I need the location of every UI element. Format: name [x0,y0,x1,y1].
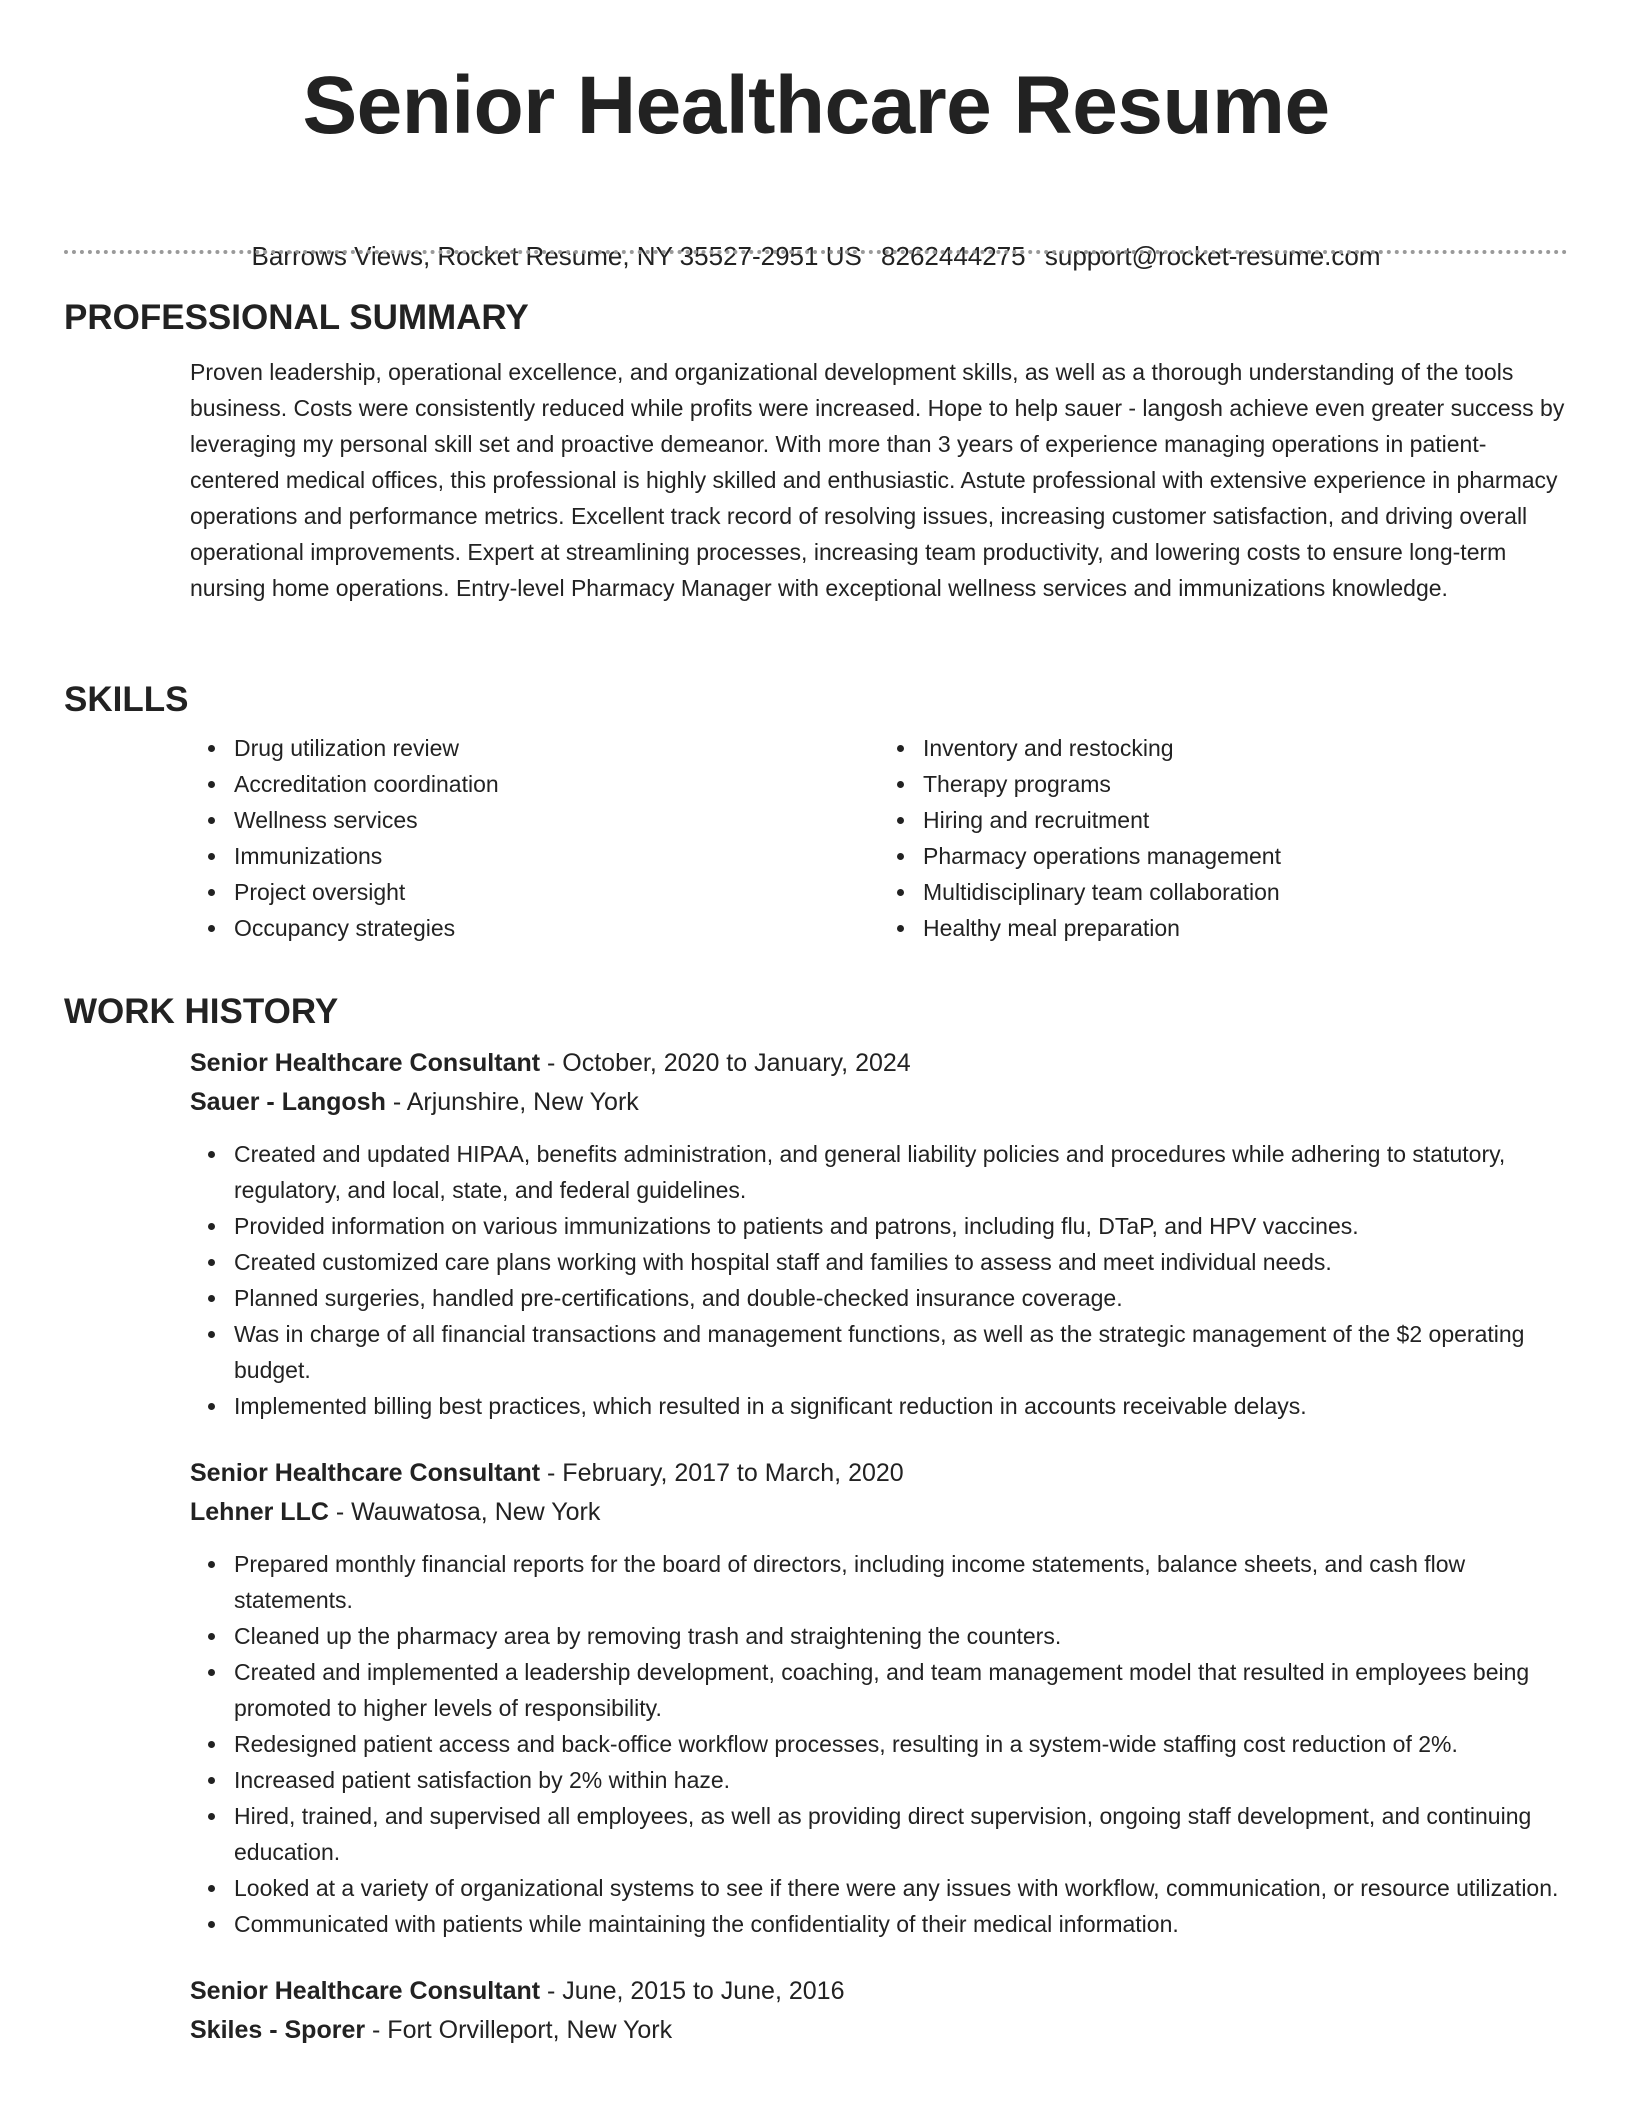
job-company: Sauer - Langosh [190,1088,386,1116]
skill-item: Therapy programs [923,766,1568,802]
job-company-line [190,1493,1568,1532]
skills-list-right [879,730,1568,946]
job-company: Skiles - Sporer [190,2016,366,2044]
duty-item: Implemented billing best practices, which resulted in a significant reduction in accounts receivable delays. [234,1388,1568,1424]
job-title-line [190,1454,1568,1493]
job-entry [190,1454,1568,1942]
job-duties [190,1546,1568,1942]
duty-item: Redesigned patient access and back-office workflow processes, resulting in a system-wide staffing cost reduction of 2%. [234,1726,1568,1762]
skill-item: Project oversight [234,874,879,910]
skill-item: Multidisciplinary team collaboration [923,874,1568,910]
duty-item: Planned surgeries, handled pre-certifications, and double-checked insurance coverage. [234,1280,1568,1316]
job-role: Senior Healthcare Consultant [190,1049,541,1077]
job-dates: - February, 2017 to March, 2020 [540,1459,904,1487]
job-dates: - June, 2015 to June, 2016 [540,1977,845,2005]
duty-item: Looked at a variety of organizational systems to see if there were any issues with workflow, communication, or resource utilization. [234,1870,1568,1906]
contact-email: support@rocket-resume.com [1044,241,1381,271]
duty-item: Prepared monthly financial reports for the board of directors, including income statements, balance sheets, and cash flow statements. [234,1546,1568,1618]
skill-item: Hiring and recruitment [923,802,1568,838]
skills-list-left [190,730,879,946]
skill-item: Accreditation coordination [234,766,879,802]
duty-item: Created and updated HIPAA, benefits administration, and general liability policies and procedures while adhering to statutory, regulatory, and local, state, and federal guidelines. [234,1136,1568,1208]
skills-section [64,678,1568,946]
skills-grid [190,730,1568,946]
duty-item: Cleaned up the pharmacy area by removing trash and straightening the counters. [234,1618,1568,1654]
skills-heading: SKILLS [64,680,189,719]
duty-item: Hired, trained, and supervised all employees, as well as providing direct supervision, ongoing staff development, and continuing education. [234,1798,1568,1870]
work-history-heading: WORK HISTORY [64,992,339,1031]
job-company-line [190,1083,1568,1122]
skill-item: Occupancy strategies [234,910,879,946]
header-divider [64,250,1568,254]
job-entry [190,1972,1568,2050]
skill-item: Pharmacy operations management [923,838,1568,874]
skill-item: Inventory and restocking [923,730,1568,766]
job-company: Lehner LLC [190,1498,329,1526]
skill-item: Healthy meal preparation [923,910,1568,946]
job-title-line [190,1044,1568,1083]
skill-item: Drug utilization review [234,730,879,766]
skill-item: Immunizations [234,838,879,874]
duty-item: Created customized care plans working with hospital staff and families to assess and meet individual needs. [234,1244,1568,1280]
summary-text: Proven leadership, operational excellence, and organizational development skills, as well as a thorough understanding of the tools business. Costs were consistently reduced while profits were increased. Hope to help sauer - langosh achieve even greater success by leveraging my personal skill set and proactive demeanor. With more than 3 years of experience managing operations in patient-centered medical offices, this professional is highly skilled and enthusiastic. Astute professional with extensive experience in pharmacy operations and performance metrics. Excellent track record of resolving issues, increasing customer satisfaction, and driving overall operational improvements. Expert at streamlining processes, increasing team productivity, and lowering costs to ensure long-term nursing home operations. Entry-level Pharmacy Manager with exceptional wellness services and immunizations knowledge. [190,359,1565,601]
job-company-line [190,2011,1568,2050]
resume-title: Senior Healthcare Resume [302,60,1330,151]
job-dates: - October, 2020 to January, 2024 [540,1049,911,1077]
job-title-line [190,1972,1568,2011]
contact-phone: 8262444275 [881,241,1026,271]
job-location: - Arjunshire, New York [385,1088,639,1116]
work-history-section [64,990,1568,2050]
contact-line [64,238,1568,274]
summary-section [64,296,1568,606]
duty-item: Communicated with patients while maintaining the confidentiality of their medical information. [234,1906,1568,1942]
duty-item: Increased patient satisfaction by 2% within haze. [234,1762,1568,1798]
job-role: Senior Healthcare Consultant [190,1977,541,2005]
contact-address: Barrows Views, Rocket Resume, NY 35527-2951 US [251,241,862,271]
job-role: Senior Healthcare Consultant [190,1459,541,1487]
resume-page [64,0,1568,2044]
duty-item: Was in charge of all financial transactions and management functions, as well as the strategic management of the $2 operating budget. [234,1316,1568,1388]
summary-heading: PROFESSIONAL SUMMARY [64,298,529,337]
job-duties [190,1136,1568,1424]
job-entry [190,1044,1568,1424]
duty-item: Provided information on various immunizations to patients and patrons, including flu, DTaP, and HPV vaccines. [234,1208,1568,1244]
skill-item: Wellness services [234,802,879,838]
job-location: - Fort Orvilleport, New York [365,2016,673,2044]
job-location: - Wauwatosa, New York [328,1498,601,1526]
duty-item: Created and implemented a leadership development, coaching, and team management model that resulted in employees being promoted to higher levels of responsibility. [234,1654,1568,1726]
